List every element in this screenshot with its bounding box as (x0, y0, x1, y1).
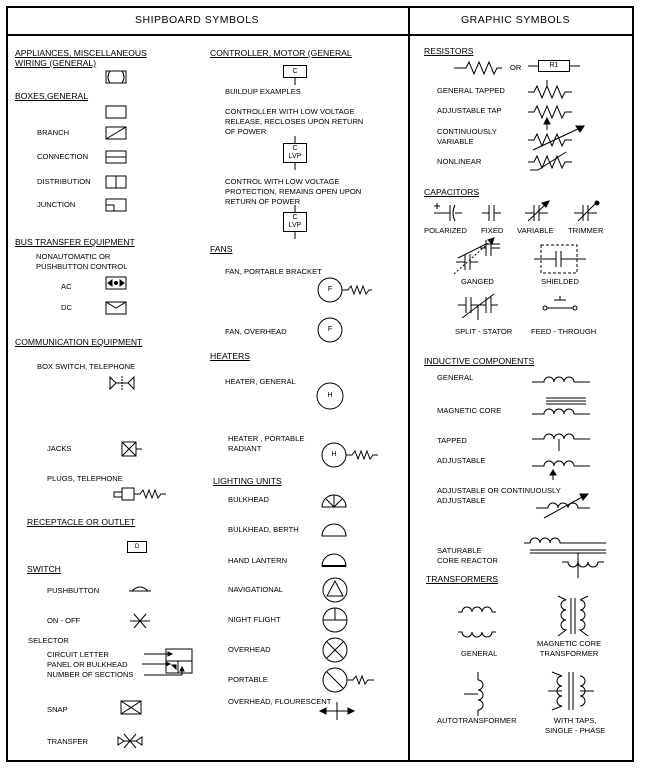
overhead-label: OVERHEAD (228, 645, 271, 654)
inductor-tapped-symbol (532, 434, 590, 451)
overhead-light-symbol (323, 638, 347, 662)
lvp-lvp-letter: LVP (288, 222, 302, 229)
variable-cap-symbol (525, 201, 549, 221)
connection-label: CONNECTION (37, 152, 89, 161)
heater-portable-label: HEATER , PORTABLE RADIANT (228, 434, 305, 453)
nonauto-label: NONAUTOMATIC OR PUSHBUTTON CONTROL (36, 252, 128, 271)
onoff-label: ON - OFF (47, 616, 81, 625)
flourescent-label: OVERHEAD, FLOURESCENT (228, 697, 332, 706)
box-switch-label: BOX SWITCH, TELEPHONE (37, 362, 136, 371)
night-label: NIGHT FLIGHT (228, 615, 281, 624)
adj-tap-resistor-symbol (528, 106, 572, 130)
saturable-reactor-symbol (524, 538, 606, 578)
lvr-lvp-letter: LVP (288, 153, 302, 160)
jacks-label: JACKS (47, 444, 72, 453)
buildup-label: BUILDUP EXAMPLES (225, 87, 301, 96)
connection-box-symbol (106, 151, 126, 163)
comm-heading: COMMUNICATION EQUIPMENT (15, 337, 143, 347)
plug-symbol (114, 488, 166, 500)
distribution-box-symbol (106, 176, 126, 188)
heater-portable-h: H (331, 451, 337, 458)
box-switch-symbol (110, 376, 134, 390)
or-label: OR (510, 63, 522, 72)
portable-light-symbol (323, 668, 374, 692)
ganged-cap-symbol (454, 238, 500, 274)
trimmer-label: TRIMMER (568, 226, 604, 235)
fans-heading: FANS (210, 244, 233, 254)
flourescent-symbol (320, 702, 354, 720)
ganged-label: GANGED (461, 277, 494, 286)
transformers-heading: TRANSFORMERS (426, 574, 499, 584)
navigational-light-symbol (323, 578, 347, 602)
portable-label: PORTABLE (228, 675, 268, 684)
sections-label: NUMBER OF SECTIONS (47, 670, 134, 679)
bus-transfer-heading: BUS TRANSFER EQUIPMENT (15, 237, 135, 247)
feed-through-symbol (543, 296, 577, 310)
lantern-label: HAND LANTERN (228, 556, 288, 565)
receptacle-letter: D (134, 544, 140, 550)
appliance-symbol (106, 71, 126, 83)
inductor-magnetic-symbol (532, 398, 590, 414)
auto-label: AUTOTRANSFORMER (437, 716, 517, 725)
capacitors-heading: CAPACITORS (424, 187, 480, 197)
adjustable-label: ADJUSTABLE (437, 456, 486, 465)
lvr-c-letter: C (292, 145, 298, 152)
transformer-magnetic-symbol (558, 596, 588, 636)
fan-portable-symbol (318, 278, 372, 302)
saturable-label: SATURABLE CORE REACTOR (437, 546, 499, 565)
fan-overhead-symbol (318, 318, 342, 342)
selector-symbol (142, 649, 192, 675)
inductor-adj-cont-symbol (536, 494, 590, 518)
plugs-label: PLUGS, TELEPHONE (47, 474, 123, 483)
trimmer-cap-symbol (574, 201, 599, 221)
autotransformer-symbol (464, 672, 483, 716)
feed-label: FEED - THROUGH (531, 327, 597, 336)
snap-label: SNAP (47, 705, 68, 714)
r1-label: R1 (549, 62, 559, 69)
lantern-symbol (322, 554, 346, 566)
adj-tap-label: ADJUSTABLE TAP (437, 106, 502, 115)
berth-label: BULKHEAD, BERTH (228, 525, 299, 534)
switch-heading: SWITCH (27, 564, 61, 574)
junction-box-symbol (106, 199, 126, 211)
nonlinear-resistor-symbol (528, 152, 572, 170)
fan-overhead-f: F (327, 326, 333, 333)
pushbutton-label: PUSHBUTTON (47, 586, 100, 595)
t-general-label: GENERAL (461, 649, 498, 658)
distribution-label: DISTRIBUTION (37, 177, 91, 186)
transfer-label: TRANSFER (47, 737, 88, 746)
heaters-heading: HEATERS (210, 351, 250, 361)
ctrl-low1-label: CONTROLLER WITH LOW VOLTAGE RELEASE, RECLOSES UPON RETURN OF POWER (225, 107, 364, 136)
heater-general-h: H (327, 392, 333, 399)
berth-light-symbol (322, 524, 346, 536)
inductor-general-symbol (532, 377, 590, 382)
fan-portable-f: F (327, 286, 333, 293)
cont-var-label: CONTINUOUSLY VARIABLE (437, 127, 497, 146)
shielded-cap-symbol (534, 245, 586, 273)
split-label: SPLIT - STATOR (455, 327, 513, 336)
appliances-heading: APPLIANCES, MISCELLANEOUS WIRING (GENERAL) (15, 48, 147, 68)
boxes-heading: BOXES,GENERAL (15, 91, 89, 101)
with-taps-label: WITH TAPS, SINGLE - PHASE (545, 716, 606, 735)
panel-label: PANEL OR BULKHEAD (47, 660, 128, 669)
snap-symbol (121, 701, 141, 714)
night-flight-symbol (323, 608, 347, 632)
t-magnetic-label: MAGNETIC CORE TRANSFORMER (537, 639, 602, 658)
dc-label: DC (61, 303, 72, 312)
transformer-taps-symbol (548, 672, 594, 710)
ac-label: AC (61, 282, 72, 291)
fan-overhead-label: FAN, OVERHEAD (225, 327, 287, 336)
heater-portable-symbol (322, 443, 378, 467)
inductor-adjustable-symbol (532, 461, 590, 480)
lvp-c-letter: C (292, 214, 298, 221)
navigational-label: NAVIGATIONAL (228, 585, 283, 594)
branch-label: BRANCH (37, 128, 70, 137)
circuit-letter-label: CIRCUIT LETTER (47, 650, 109, 659)
polarized-cap-symbol (434, 203, 462, 221)
pushbutton-symbol (129, 587, 151, 591)
split-stator-symbol (458, 294, 498, 320)
heater-general-symbol (317, 383, 343, 409)
transformer-general-symbol (458, 607, 496, 637)
shipboard-header: SHIPBOARD SYMBOLS (135, 14, 260, 26)
gen-tapped-resistor-symbol (528, 80, 572, 98)
nonlinear-label: NONLINEAR (437, 157, 482, 166)
lighting-heading: LIGHTING UNITS (213, 476, 282, 486)
fixed-cap-symbol (482, 205, 501, 221)
transfer-switch-symbol (118, 734, 142, 748)
heater-general-label: HEATER, GENERAL (225, 377, 296, 386)
bulkhead-light-symbol (322, 495, 346, 507)
variable-label: VARIABLE (517, 226, 554, 235)
shielded-label: SHIELDED (541, 277, 579, 286)
polarized-label: POLARIZED (424, 226, 468, 235)
fan-portable-label: FAN, PORTABLE BRACKET (225, 267, 322, 276)
branch-box-symbol (106, 127, 126, 139)
inductive-heading: INDUCTIVE COMPONENTS (424, 356, 535, 366)
onoff-symbol (130, 614, 150, 628)
controller-c-letter: C (292, 68, 298, 75)
fixed-label: FIXED (481, 226, 504, 235)
tapped-label: TAPPED (437, 436, 467, 445)
resistor-symbol (454, 62, 502, 74)
junction-label: JUNCTION (37, 200, 76, 209)
gen-tapped-label: GENERAL TAPPED (437, 86, 505, 95)
jack-symbol (122, 442, 142, 456)
ctrl-low2-label: CONTROL WITH LOW VOLTAGE PROTECTION, REMAINS OPEN UPON RETURN OF POWER (225, 177, 362, 206)
variable-resistor-symbol (528, 126, 584, 150)
bulkhead-label: BULKHEAD (228, 495, 269, 504)
adj-cont-label: ADJUSTABLE OR CONTINUOUSLY ADJUSTABLE (437, 486, 561, 505)
controller-heading: CONTROLLER, MOTOR (GENERAL (210, 48, 352, 58)
magnetic-label: MAGNETIC CORE (437, 406, 502, 415)
dc-transfer-symbol (106, 302, 126, 314)
receptacle-heading: RECEPTACLE OR OUTLET (27, 517, 136, 527)
graphic-header: GRAPHIC SYMBOLS (461, 14, 571, 26)
general-label: GENERAL (437, 373, 474, 382)
selector-label: SELECTOR (28, 636, 69, 645)
resistors-heading: RESISTORS (424, 46, 474, 56)
ac-transfer-symbol (106, 277, 126, 289)
box-general-symbol (106, 106, 126, 118)
